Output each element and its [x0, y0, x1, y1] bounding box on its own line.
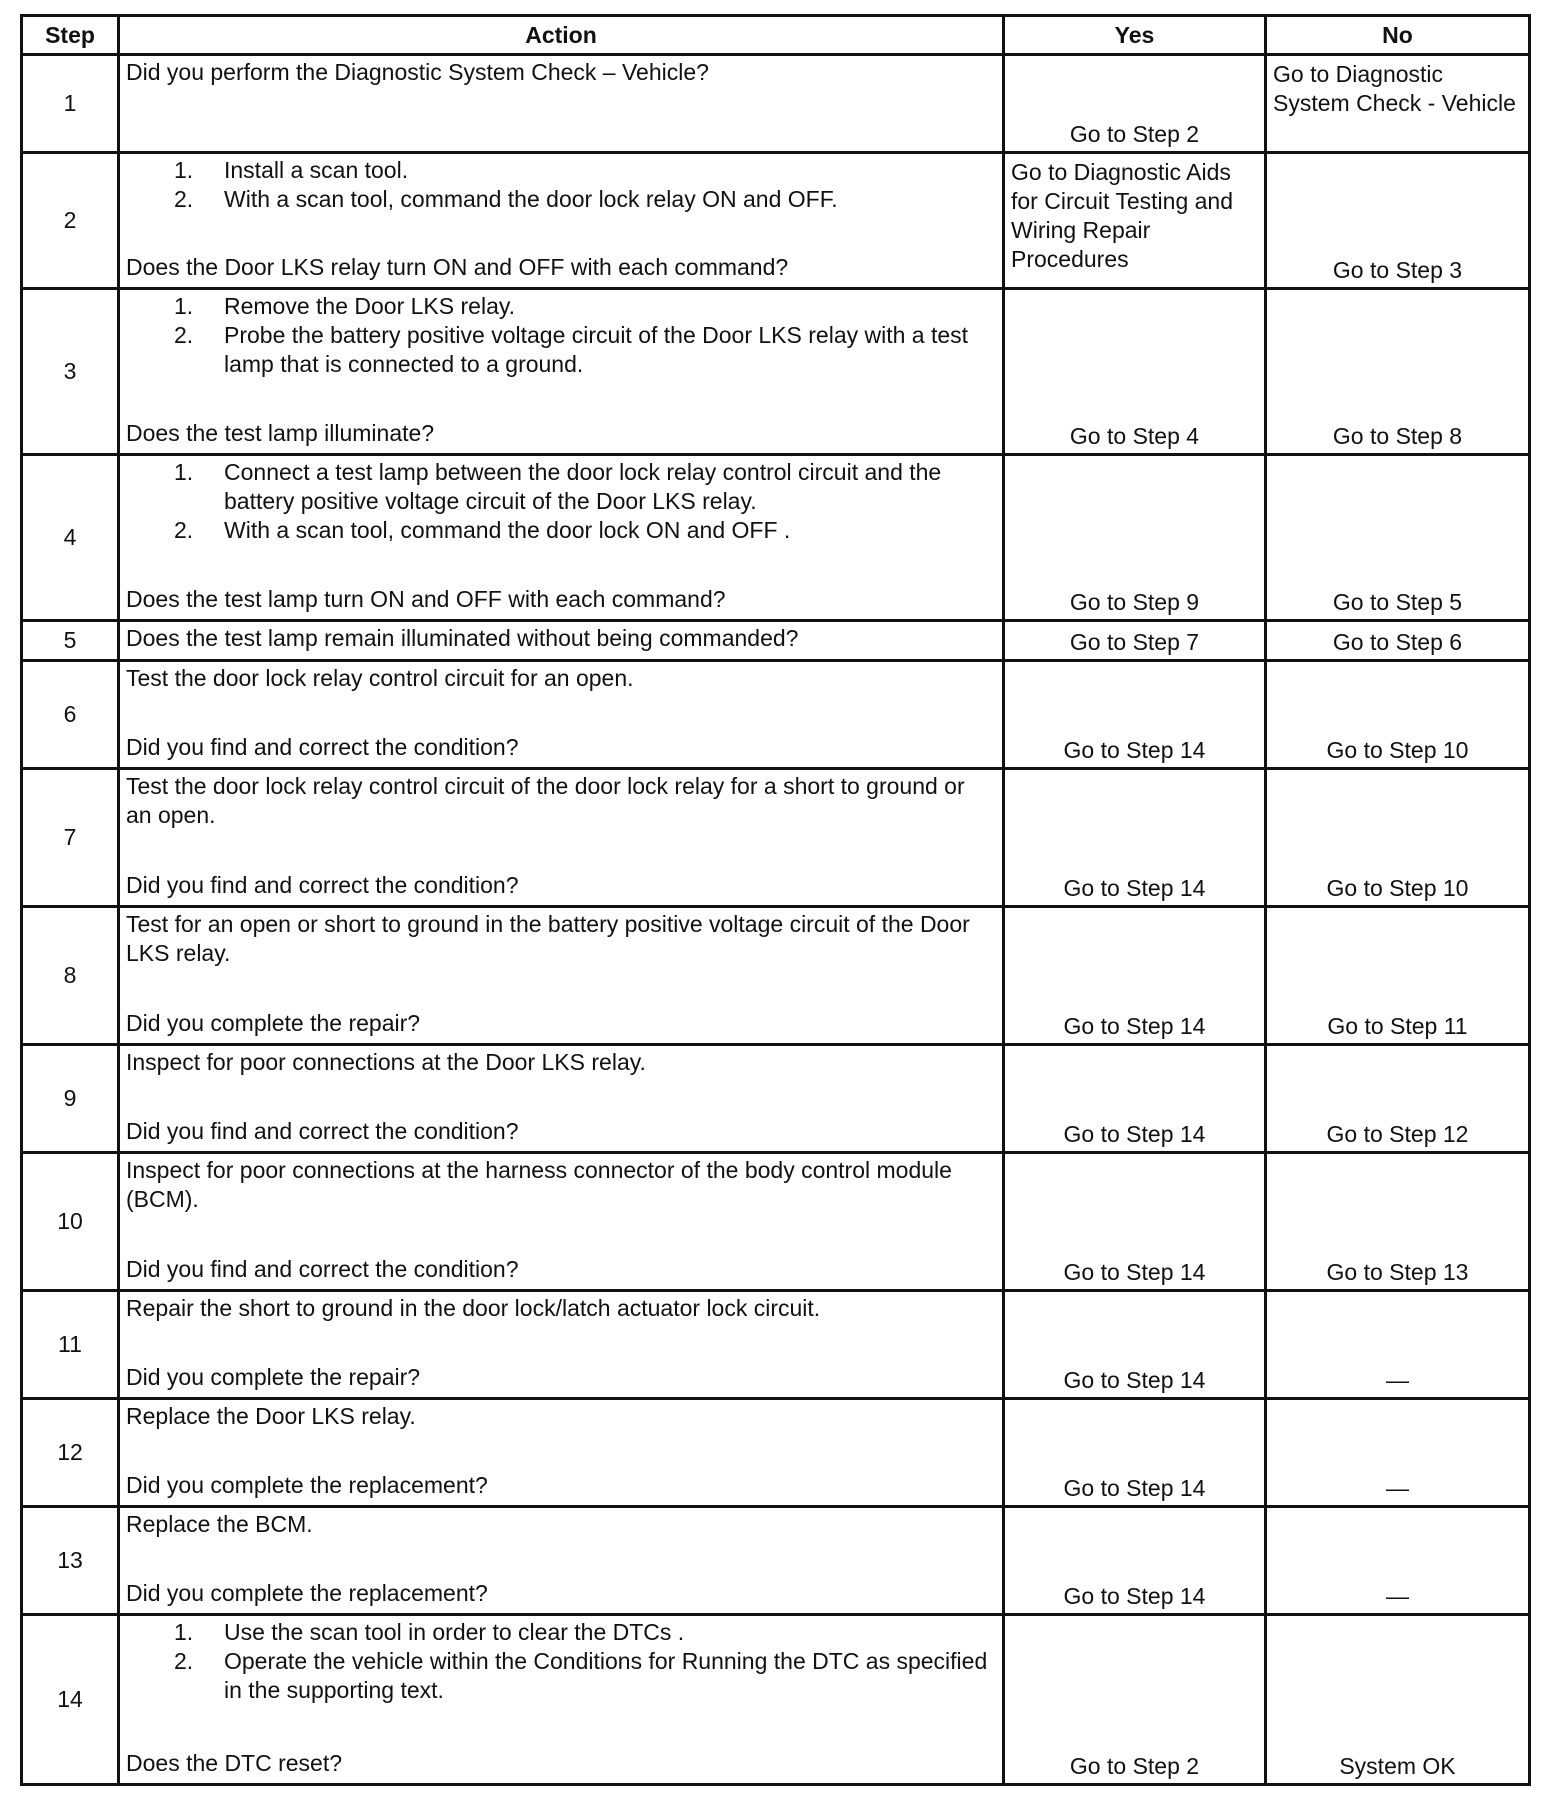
no-outcome: Go to Diagnostic System Check - Vehicle	[1266, 55, 1530, 153]
step-number: 9	[22, 1045, 119, 1153]
table-row	[22, 769, 1530, 907]
yes-outcome: Go to Step 14	[1004, 1153, 1266, 1291]
step-number: 1	[22, 55, 119, 153]
action-text: Test the door lock relay control circuit of the door lock relay for a short to ground or an open.	[126, 773, 965, 828]
action-question: Did you complete the repair?	[126, 1010, 421, 1036]
header-yes: Yes	[1004, 16, 1266, 55]
action-text: Replace the Door LKS relay.	[126, 1403, 416, 1429]
action-text: Inspect for poor connections at the harness connector of the body control module (BCM).	[126, 1157, 952, 1212]
table-row	[22, 1153, 1530, 1291]
step-number: 10	[22, 1153, 119, 1291]
table-row	[22, 1399, 1530, 1507]
table-row	[22, 153, 1530, 289]
yes-outcome: Go to Step 14	[1004, 1507, 1266, 1615]
instruction-item: 1. Remove the Door LKS relay.	[174, 293, 516, 319]
action-cell	[119, 1045, 1004, 1153]
action-question: Did you find and correct the condition?	[126, 872, 519, 898]
step-number: 6	[22, 661, 119, 769]
no-outcome: Go to Step 5	[1266, 455, 1530, 621]
header-row	[22, 16, 1530, 55]
instruction-item: 1. Connect a test lamp between the door lock relay control circuit and the battery positive voltage circuit of the Door LKS relay.	[174, 459, 942, 514]
step-number: 4	[22, 455, 119, 621]
step-number: 12	[22, 1399, 119, 1507]
action-cell	[119, 153, 1004, 289]
step-number: 2	[22, 153, 119, 289]
table-row	[22, 661, 1530, 769]
action-cell	[119, 907, 1004, 1045]
yes-outcome: Go to Step 9	[1004, 455, 1266, 621]
instruction-list	[126, 1618, 996, 1705]
table-body	[22, 55, 1530, 1785]
action-cell	[119, 1153, 1004, 1291]
yes-outcome: Go to Step 7	[1004, 621, 1266, 661]
action-question: Did you complete the replacement?	[126, 1580, 488, 1606]
yes-outcome: Go to Step 14	[1004, 1045, 1266, 1153]
action-text: Repair the short to ground in the door lock/latch actuator lock circuit.	[126, 1295, 821, 1321]
step-number: 11	[22, 1291, 119, 1399]
action-text: Test for an open or short to ground in the battery positive voltage circuit of the Door LKS relay.	[126, 911, 970, 966]
header-action: Action	[119, 16, 1004, 55]
action-cell	[119, 1291, 1004, 1399]
no-outcome: Go to Step 6	[1266, 621, 1530, 661]
yes-outcome: Go to Step 4	[1004, 289, 1266, 455]
table-row	[22, 455, 1530, 621]
no-outcome: Go to Step 8	[1266, 289, 1530, 455]
no-outcome: Go to Step 13	[1266, 1153, 1530, 1291]
step-number: 3	[22, 289, 119, 455]
instruction-item: 1. Install a scan tool.	[174, 157, 409, 183]
instruction-item: 2. Operate the vehicle within the Conditions for Running the DTC as specified in the supporting text.	[174, 1648, 988, 1703]
table-row	[22, 55, 1530, 153]
no-outcome: —	[1266, 1507, 1530, 1615]
action-question: Did you complete the replacement?	[126, 1472, 488, 1498]
table-row	[22, 621, 1530, 661]
yes-outcome: Go to Step 2	[1004, 55, 1266, 153]
yes-outcome: Go to Step 14	[1004, 1399, 1266, 1507]
action-cell	[119, 1399, 1004, 1507]
table-row	[22, 1291, 1530, 1399]
no-outcome: —	[1266, 1399, 1530, 1507]
action-cell	[119, 289, 1004, 455]
action-cell	[119, 621, 1004, 661]
instruction-list	[126, 292, 996, 379]
action-question: Did you find and correct the condition?	[126, 1118, 519, 1144]
action-text: Does the test lamp remain illuminated without being commanded?	[126, 625, 799, 651]
no-outcome: System OK	[1266, 1615, 1530, 1785]
instruction-item: 2. Probe the battery positive voltage circuit of the Door LKS relay with a test lamp that is connected to a ground.	[174, 322, 969, 377]
no-outcome: Go to Step 10	[1266, 661, 1530, 769]
action-cell	[119, 769, 1004, 907]
step-number: 13	[22, 1507, 119, 1615]
instruction-item: 2. With a scan tool, command the door lock ON and OFF .	[174, 517, 791, 543]
action-question: Did you find and correct the condition?	[126, 734, 519, 760]
header-no: No	[1266, 16, 1530, 55]
yes-outcome: Go to Step 2	[1004, 1615, 1266, 1785]
table-row	[22, 289, 1530, 455]
instruction-item: 1. Use the scan tool in order to clear the DTCs .	[174, 1619, 685, 1645]
no-outcome: Go to Step 3	[1266, 153, 1530, 289]
table-row	[22, 1507, 1530, 1615]
action-question: Did you find and correct the condition?	[126, 1256, 519, 1282]
table-row	[22, 1615, 1530, 1785]
action-question: Does the test lamp turn ON and OFF with each command?	[126, 586, 726, 612]
header-step: Step	[22, 16, 119, 55]
action-text: Replace the BCM.	[126, 1511, 313, 1537]
action-question: Does the DTC reset?	[126, 1750, 343, 1776]
step-number: 14	[22, 1615, 119, 1785]
instruction-list	[126, 458, 996, 545]
action-cell	[119, 455, 1004, 621]
action-text: Did you perform the Diagnostic System Check – Vehicle?	[126, 59, 709, 85]
action-question: Does the Door LKS relay turn ON and OFF with each command?	[126, 254, 789, 280]
no-outcome: Go to Step 12	[1266, 1045, 1530, 1153]
no-outcome: Go to Step 11	[1266, 907, 1530, 1045]
step-number: 5	[22, 621, 119, 661]
yes-outcome: Go to Step 14	[1004, 907, 1266, 1045]
action-cell	[119, 661, 1004, 769]
action-cell	[119, 55, 1004, 153]
yes-outcome: Go to Diagnostic Aids for Circuit Testing and Wiring Repair Procedures	[1004, 153, 1266, 289]
step-number: 7	[22, 769, 119, 907]
table-row	[22, 907, 1530, 1045]
action-cell	[119, 1615, 1004, 1785]
action-cell	[119, 1507, 1004, 1615]
action-text: Test the door lock relay control circuit for an open.	[126, 665, 634, 691]
yes-outcome: Go to Step 14	[1004, 1291, 1266, 1399]
no-outcome: Go to Step 10	[1266, 769, 1530, 907]
action-question: Does the test lamp illuminate?	[126, 420, 435, 446]
instruction-list	[126, 156, 996, 214]
table-row	[22, 1045, 1530, 1153]
diagnostic-table	[20, 14, 1531, 1786]
step-number: 8	[22, 907, 119, 1045]
yes-outcome: Go to Step 14	[1004, 661, 1266, 769]
action-question: Did you complete the repair?	[126, 1364, 421, 1390]
no-outcome: —	[1266, 1291, 1530, 1399]
instruction-item: 2. With a scan tool, command the door lock relay ON and OFF.	[174, 186, 838, 212]
action-text: Inspect for poor connections at the Door LKS relay.	[126, 1049, 646, 1075]
yes-outcome: Go to Step 14	[1004, 769, 1266, 907]
